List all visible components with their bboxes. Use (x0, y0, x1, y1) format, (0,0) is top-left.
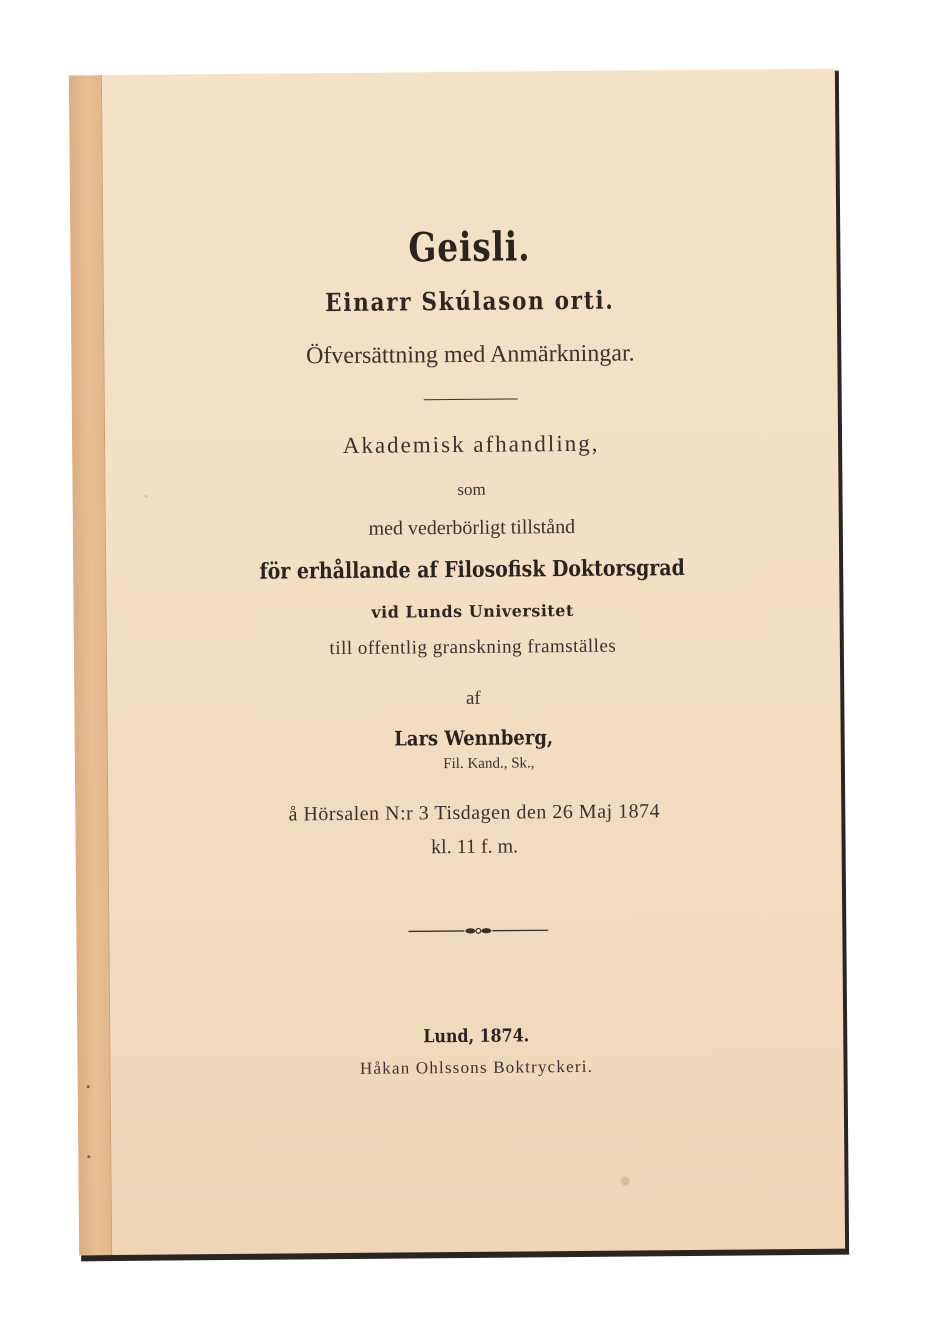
time-line: kl. 11 f. m. (431, 835, 519, 859)
connector-som: som (457, 479, 486, 499)
imprint-place-year: Lund, 1874. (423, 1025, 530, 1048)
imprint-printer: Håkan Ohlssons Boktryckeri. (359, 1056, 594, 1078)
thesis-type: Akademisk afhandling, (342, 430, 600, 458)
author-name: Lars Wennberg, (394, 725, 554, 751)
spine-mark (87, 1085, 90, 1088)
divider-rule (424, 398, 518, 400)
page-content (101, 69, 845, 1255)
paper-stain (620, 1177, 629, 1186)
title-page (69, 69, 845, 1256)
university-line: vid Lunds Universitet (371, 600, 574, 622)
degree-line: för erhållande af Filosofisk Doktorsgrad (259, 555, 685, 585)
spine-mark (87, 1155, 90, 1158)
document-subtitle: Einarr Skúlason orti. (325, 285, 615, 318)
author-credentials: Fil. Kand., Sk., (443, 755, 535, 773)
ornament-divider (408, 923, 548, 938)
connector-af: af (465, 687, 481, 709)
document-title: Geisli. (408, 223, 531, 272)
paper-speck (145, 495, 148, 498)
document-subtitle-translation: Öfversättning med Anmärkningar. (305, 340, 635, 370)
defence-line: till offentlig granskning framställes (329, 635, 617, 660)
venue-date-line: å Hörsalen N:r 3 Tisdagen den 26 Maj 1874 (288, 800, 661, 826)
permission-line: med vederbörligt tillstånd (368, 515, 576, 540)
